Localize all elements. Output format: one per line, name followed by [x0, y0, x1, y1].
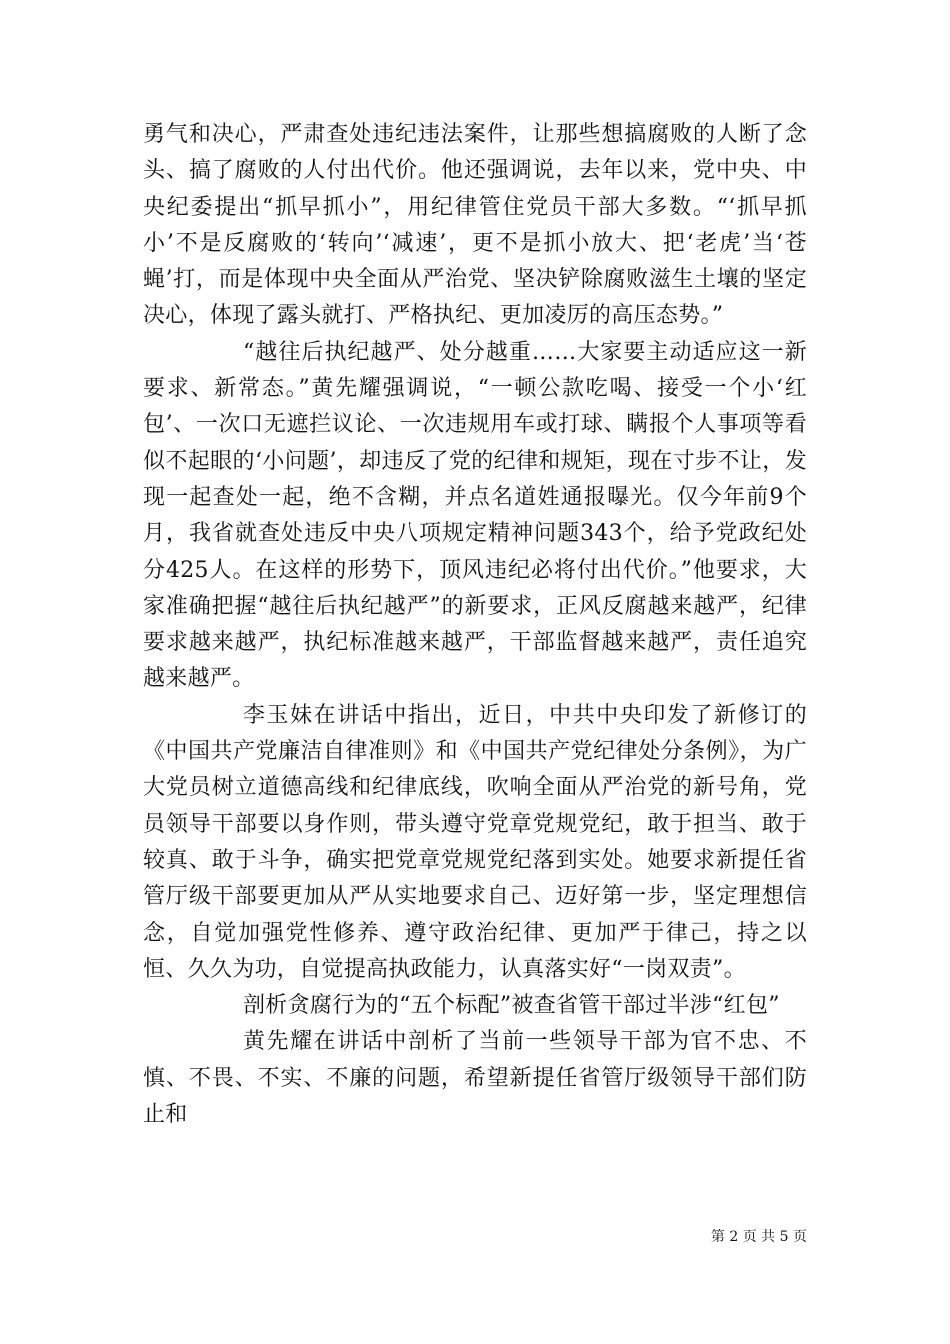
paragraph-huang-xianyao-analysis: 黄先耀在讲话中剖析了当前一些领导干部为官不忠、不慎、不畏、不实、不廉的问题，希望新提任省管厅级领导干部们防止和	[143, 1029, 807, 1128]
document-body	[143, 117, 807, 1133]
page-number-footer: 第 2 页 共 5 页	[710, 1229, 807, 1245]
section-subheading: 剖析贪腐行为的“五个标配”被查省管干部过半涉“红包”	[243, 993, 780, 1019]
paragraph-strict-discipline: “越往后执纪越严、处分越重……大家要主动适应这一新要求、新常态。”黄先耀强调说，“一顿公款吃喝、接受一个小‘红包’、一次口无遮拦议论、一次违规用车或打球、瞒报个人事项等看似不起眼的‘小问题’，却违反了党的纪律和规矩，现在寸步不让，发现一起查处一起，绝不含糊，并点名道姓通报曝光。仅今年前9个月，我省就查处违反中央八项规定精神问题343个，给予党政纪处分425人。在这样的形势下，顶风违纪必将付出代价。”他要求，大家准确把握“越往后执纪越严”的新要求，正风反腐越来越严，纪律要求越来越严，执纪标准越来越严，干部监督越来越严，责任追究越来越严。	[143, 339, 807, 692]
paragraph-li-yumei-speech: 李玉妹在讲话中指出，近日，中共中央印发了新修订的《中国共产党廉洁自律准则》和《中国共产党纪律处分条例》，为广大党员树立道德高线和纪律底线，吹响全面从严治党的新号角，党员领导干部要以身作则，带头遵守党章党规党纪，敢于担当、敢于较真、敢于斗争，确实把党章党规党纪落到实处。她要求新提任省管厅级干部要更加从严从实地要求自己、迈好第一步，坚定理想信念，自觉加强党性修养、遵守政治纪律、更加严于律己，持之以恒、久久为功，自觉提高执政能力，认真落实好“一岗双责”。	[143, 702, 807, 982]
paragraph-continuation: 勇气和决心，严肃查处违纪违法案件，让那些想搞腐败的人断了念头、搞了腐败的人付出代价。他还强调说，去年以来，党中央、中央纪委提出“抓早抓小”，用纪律管住党员干部大多数。“‘抓早抓小’不是反腐败的‘转向’‘减速’，更不是抓小放大、把‘老虎’当‘苍蝇’打，而是体现中央全面从严治党、坚决铲除腐败滋生土壤的坚定决心，体现了露头就打、严格执纪、更加凌厉的高压态势。”	[143, 122, 807, 329]
